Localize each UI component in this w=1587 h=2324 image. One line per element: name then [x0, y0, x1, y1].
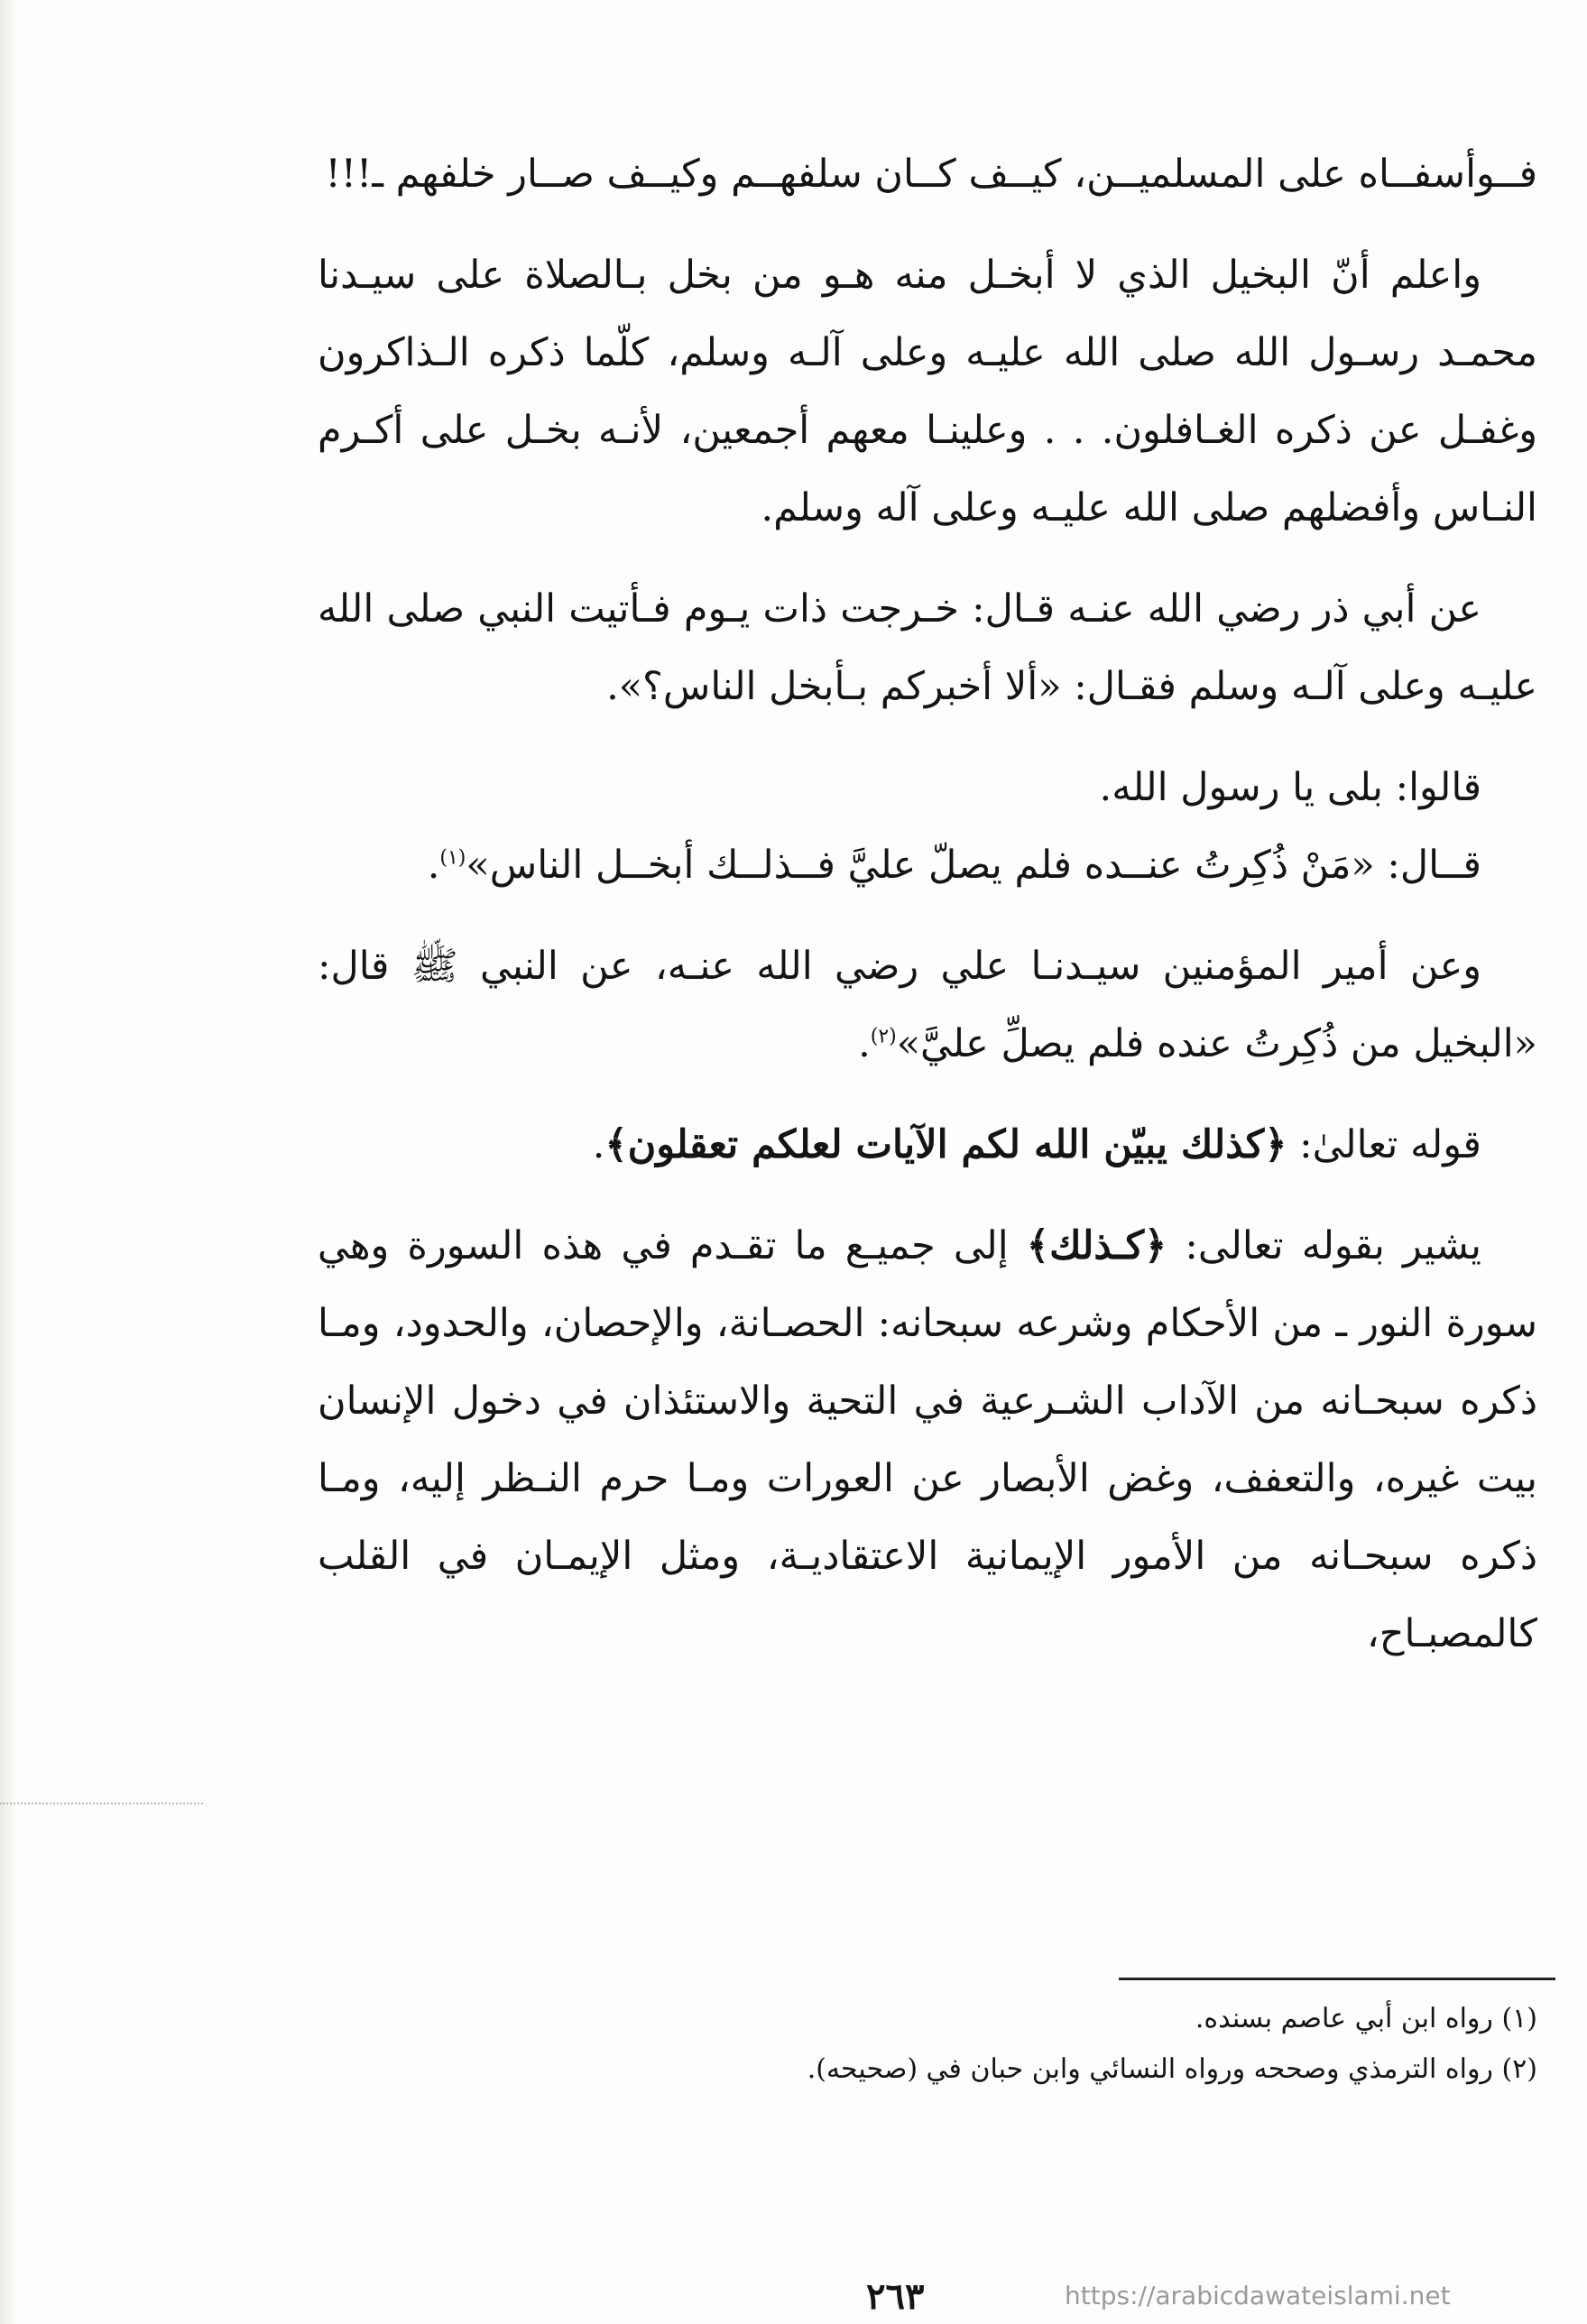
paragraph-commentary [318, 1207, 1537, 1673]
footnote-ref-1: (١) [439, 846, 466, 870]
paragraph-verse-intro: قوله تعالىٰ: ﴿كذلك يبيّن الله لكم الآيات لعلكم تعقلون﴾. [592, 1122, 1481, 1167]
scan-artifact-dotted-line [0, 1803, 203, 1804]
verse-intro-text: قوله تعالىٰ: [1299, 1122, 1481, 1167]
footnote-2: (٢) رواه الترمذي وصححه ورواه النسائي وابن حبان في (صحيحه). [807, 2053, 1537, 2085]
paragraph-miser: واعلم أنّ البخيل الذي لا أبخـل منه هـو من بخل بـالصلاة على سيـدنا محمـد رسـول الله صلى الله عليـه وعلى آلـه وسلم، كلّما ذكره الـذاكرون وغفـل عن ذكره الغـافلون. . . وعلينـا معهم أجمعين، لأنـه بخـل على أكـرم النـاس وأفضلهم صلى الله عليـه وعلى آله وسلم. [318, 253, 1537, 530]
paragraph-hadith-abu-dharr: عن أبي ذر رضي الله عنـه قـال: خـرجت ذات يـوم فـأتيت النبي صلى الله عليـه وعلى آلـه وسلم فقـال: «ألا أخبركم بـأبخل الناس؟». [318, 586, 1537, 709]
verse-word: ﴿كـذلك﴾ [1026, 1223, 1167, 1268]
commentary-intro: يشير بقوله تعالى: [1185, 1223, 1482, 1268]
paragraph-they-said: قالوا: بلى يا رسول الله. [1099, 765, 1481, 810]
paragraph-he-said: قــال: «مَنْ ذُكِرتُ عنــده فلم يصلّ عليَّ فــذلــك أبخــل الناس»$^{(١)}$. [427, 843, 1481, 888]
quran-verse: ﴿كذلك يبيّن الله لكم الآيات لعلكم تعقلون﴾ [604, 1122, 1287, 1167]
scan-edge-shadow [0, 0, 16, 2324]
paragraph-hadith-ali: وعن أمير المؤمنين سيـدنـا علي رضي الله عنـه، عن النبي ﷺ قال: «البخيل من ذُكِرتُ عنده فلم يصلِّ عليَّ»$^{(٢)}$. [318, 944, 1537, 1066]
he-said-text: قــال: «مَنْ ذُكِرتُ عنــده فلم يصلّ عليَّ فــذلــك أبخــل الناس» [466, 843, 1481, 888]
watermark-url: https://arabicdawateislami.net [1065, 2281, 1451, 2310]
footnote-ref-2: (٢) [870, 1025, 897, 1048]
footnotes [318, 1994, 1537, 2095]
paragraph-lament: فــوأسفــاه على المسلميــن، كيــف كــان سلفهــم وكيــف صــار خلفهم ـ!!! [325, 152, 1537, 197]
body-text [318, 135, 1537, 1696]
footnote-separator [1119, 1978, 1555, 1980]
commentary-text: إلى جميـع ما تقـدم في هذه السورة وهي سورة النور ـ من الأحكام وشرعه سبحانه: الحصـانة، والإحصان، والحدود، ومـا ذكره سبحـانه من الآداب الشـرعية في التحية والاستئذان في دخول الإنسان بيت غيره، والتعفف، وغض الأبصار عن العورات ومـا حرم النـظر إليه، ومـا ذكره سبحـانه من الأمور الإيمانية الاعتقاديـة، ومثل الإيمـان في القلب كالمصبـاح، [318, 1223, 1537, 1656]
footnote-1: (١) رواه ابن أبي عاصم بسنده. [1195, 2003, 1537, 2034]
page-number: ٢٦٣ [866, 2275, 925, 2318]
hadith-ali-text: وعن أمير المؤمنين سيـدنـا علي رضي الله عنـه، عن النبي ﷺ قال: «البخيل من ذُكِرتُ عنده فلم يصلِّ عليَّ» [318, 944, 1537, 1066]
